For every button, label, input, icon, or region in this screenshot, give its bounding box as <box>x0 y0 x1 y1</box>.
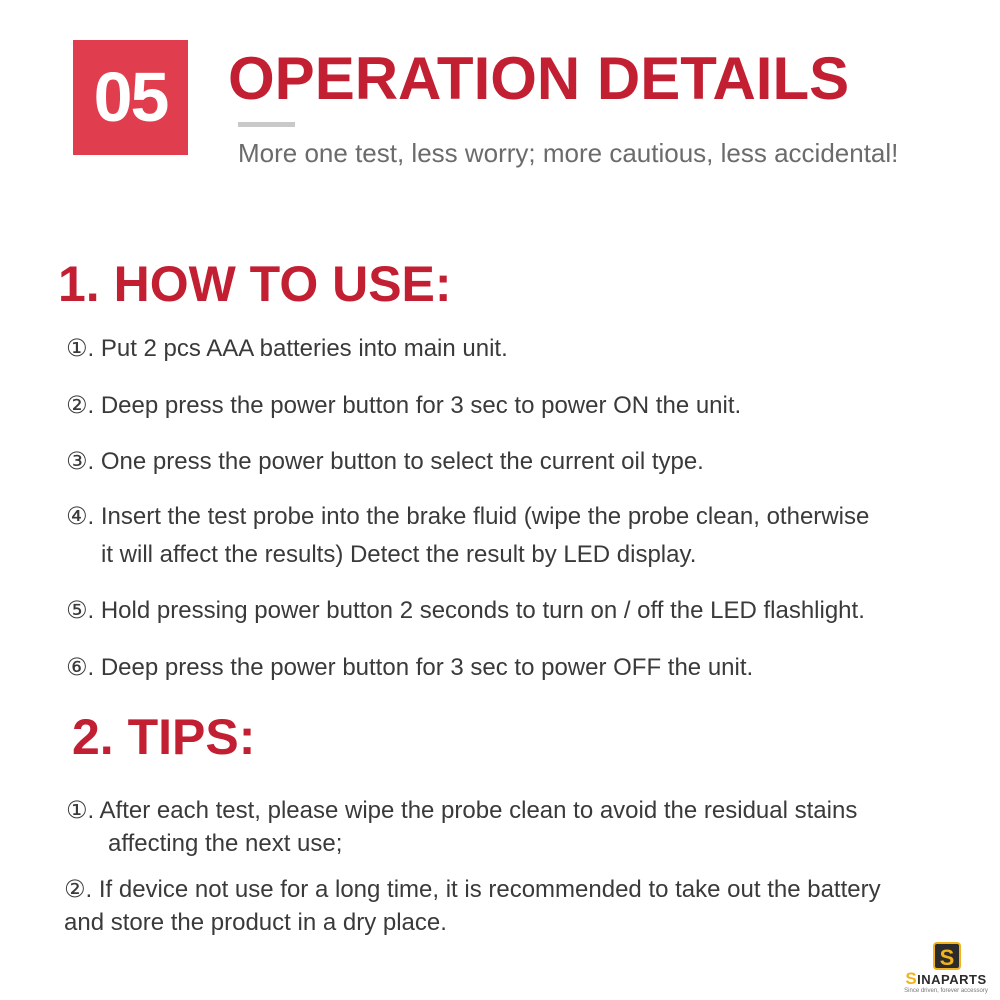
step-text: . Insert the test probe into the brake fluid (wipe the probe clean, otherwise <box>87 503 870 530</box>
step-number: ② <box>66 392 88 419</box>
step-text: . Deep press the power button for 3 sec to power OFF the unit. <box>87 654 754 681</box>
step-text: . Put 2 pcs AAA batteries into main unit. <box>87 335 508 362</box>
step-number: ① <box>66 335 88 362</box>
brand-name-initial: S <box>905 969 918 988</box>
tip-number: ② <box>64 876 86 903</box>
tip-1-continuation: affecting the next use; <box>108 830 343 857</box>
step-3 <box>66 445 704 479</box>
tip-2-continuation: and store the product in a dry place. <box>64 909 447 936</box>
step-number: ④ <box>66 503 88 530</box>
section-number-badge: 05 <box>73 40 188 155</box>
step-text: . Deep press the power button for 3 sec to power ON the unit. <box>87 392 742 419</box>
page-subtitle: More one test, less worry; more cautious, less accidental! <box>238 138 899 168</box>
page-title: OPERATION DETAILS <box>228 45 850 112</box>
brand-logo <box>900 940 992 996</box>
step-text: . One press the power button to select the current oil type. <box>87 448 704 475</box>
brand-name-rest: INAPARTS <box>917 972 987 987</box>
tips-heading: 2. TIPS: <box>72 709 256 765</box>
step-5 <box>66 594 865 628</box>
tip-1 <box>66 794 857 828</box>
brand-s-icon: S <box>933 942 961 970</box>
step-1 <box>66 332 508 366</box>
step-number: ⑤ <box>66 597 88 624</box>
step-number: ⑥ <box>66 654 88 681</box>
tip-text: . If device not use for a long time, it is recommended to take out the battery <box>85 876 881 903</box>
step-text: . Hold pressing power button 2 seconds to turn on / off the LED flashlight. <box>87 597 865 624</box>
step-4-continuation: it will affect the results) Detect the result by LED display. <box>101 541 697 568</box>
step-number: ③ <box>66 448 88 475</box>
tip-text: . After each test, please wipe the probe clean to avoid the residual stains <box>87 797 858 824</box>
tip-2 <box>64 873 881 907</box>
tip-number: ① <box>66 797 88 824</box>
step-4 <box>66 500 869 534</box>
title-divider <box>238 122 295 127</box>
step-6 <box>66 651 753 685</box>
how-to-use-heading: 1. HOW TO USE: <box>58 256 452 312</box>
step-2 <box>66 389 741 423</box>
brand-tagline: Since driven, forever accessory <box>904 988 988 994</box>
brand-name <box>900 969 992 988</box>
